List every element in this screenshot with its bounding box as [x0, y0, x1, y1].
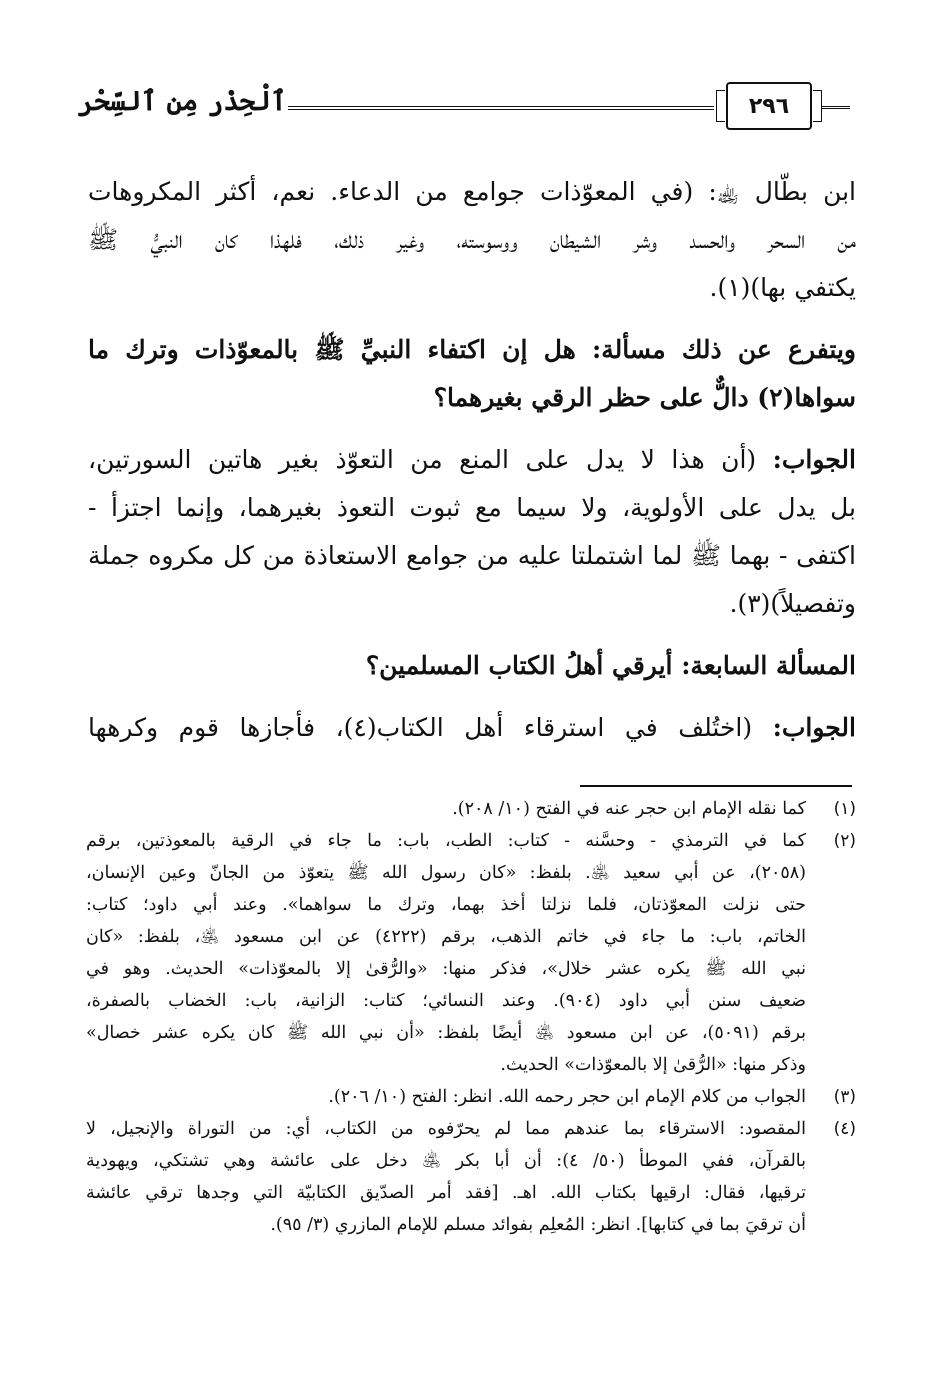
header-rule-left	[288, 106, 714, 110]
footnote-text	[86, 825, 806, 1081]
answer-label: الجواب:	[772, 713, 856, 742]
text-line: يكتفي بها)(١).	[709, 273, 856, 302]
text-line	[88, 704, 856, 752]
text-line: سواها(٢) دالٌّ على حظر الرقي بغيرهما؟	[433, 383, 856, 412]
footnote-number: (٤)	[833, 1119, 856, 1139]
text-line: بل يدل على الأولوية، ولا سيما مع ثبوت التعوذ بغيرهما، وإنما اجتزأ -	[88, 493, 856, 522]
header-rule-right	[822, 106, 850, 109]
footnote-line: كما نقله الإمام ابن حجر عنه في الفتح (١٠/ ٢٠٨).	[452, 799, 806, 819]
footnote-line: حتى نزلت المعوّذتان، فلما نزلتا أخذ بهما، وترك ما سواهما». وعند أبي داود؛ كتاب:	[86, 895, 806, 915]
footnote-text	[86, 793, 806, 825]
footnote-line: أن ترقيَ بما في كتابها]. انظر: المُعلِم بفوائد مسلم للإمام المازري (٣/ ٩٥).	[270, 1215, 806, 1235]
paragraph-1	[88, 168, 856, 312]
text-line: ويتفرع عن ذلك مسألة: هل إن اكتفاء النبيِّ ﷺ بالمعوّذات وترك ما	[88, 335, 856, 364]
footnote-line: وذكر منها: «الرُّقىٰ إلا بالمعوّذات» الحديث.	[500, 1055, 806, 1075]
footnote-line: الخاتم، باب: ما جاء في خاتم الذهب، برقم (٤٢٢٢) عن ابن مسعود ﵁، بلفظ: «كان	[86, 927, 806, 947]
footnote-2	[86, 825, 856, 1081]
footnote-line: بالقرآن، ففي الموطأ (٥٠/ ٤): أن أبا بكر ﵁ دخل على عائشة وهي تشتكي، ويهودية	[86, 1151, 806, 1171]
footnote-1	[86, 793, 856, 825]
footnote-number: (١)	[833, 799, 856, 819]
text-line	[88, 436, 856, 484]
footnote-4	[86, 1113, 856, 1241]
answer-paragraph	[88, 436, 856, 628]
text-line: ابن بطّال ﵀: (في المعوّذات جوامع من الدعاء. نعم، أكثر المكروهات	[88, 177, 856, 206]
answer-label: الجواب:	[772, 445, 856, 474]
page-number: ٢٩٦	[748, 93, 790, 119]
footnote-line: ترقيها، فقال: ارقيها بكتاب الله. اهـ. [فقد أمر الصدّيق الكتابيّة التي وجدها ترقي عائشة	[86, 1183, 806, 1203]
page-header	[78, 70, 850, 140]
footnote-line: ضعيف سنن أبي داود (٩٠٤). وعند النسائي؛ كتاب: الزانية، باب: الخضاب بالصفرة،	[86, 991, 806, 1011]
answer-text: (أن هذا لا يدل على المنع من التعوّذ بغير هاتين السورتين،	[88, 445, 757, 474]
footnote-line: نبي الله ﷺ يكره عشر خلال»، فذكر منها: «والرُّقىٰ إلا بالمعوّذات» الحديث. وهو في	[86, 959, 806, 979]
footnote-3	[86, 1081, 856, 1113]
book-title: ٱلْحِذْر مِن ٱلسِّحْر	[78, 86, 287, 117]
footnotes	[86, 793, 856, 1241]
footnote-line: (٢٠٥٨)، عن أبي سعيد ﵁. بلفظ: «كان رسول الله ﷺ يتعوّذ من الجانّ وعين الإنسان،	[86, 863, 806, 883]
answer-text: (اختُلف في استرقاء أهل الكتاب(٤)، فأجازها قوم وكرهها	[88, 713, 753, 742]
page-number-frame	[726, 82, 812, 130]
section-heading: المسألة السابعة: أيرقي أهلُ الكتاب المسلمين؟	[365, 651, 856, 680]
footnote-number: (٣)	[833, 1087, 856, 1107]
question-paragraph	[88, 326, 856, 422]
footnote-line: المقصود: الاسترقاء بما عندهم مما لم يحرّفوه من الكتاب، أي: من التوراة والإنجيل، لا	[86, 1119, 806, 1139]
footnote-text	[86, 1081, 806, 1113]
text-line: وتفصيلاً)(٣).	[729, 589, 856, 618]
footnote-line: برقم (٥٠٩١)، عن ابن مسعود ﵁ أيضًا بلفظ: «أن نبي الله ﷺ كان يكره عشر خصال»	[86, 1023, 806, 1043]
answer-paragraph-2	[88, 704, 856, 752]
footnote-line: الجواب من كلام الإمام ابن حجر رحمه الله. انظر: الفتح (١٠/ ٢٠٦).	[328, 1087, 806, 1107]
text-line: من السحر والحسد وشر الشيطان ووسوسته، وغير ذلك، فلهذا كان النبيُّ ﷺ	[88, 225, 856, 254]
footnote-text	[86, 1113, 806, 1241]
main-text	[88, 168, 856, 766]
footnote-line: كما في الترمذي - وحسَّنه - كتاب: الطب، باب: ما جاء في الرقية بالمعوذتين، برقم	[86, 831, 806, 851]
text-line: اكتفى - بهما ﷺ لما اشتملتا عليه من جوامع الاستعاذة من كل مكروه جملة	[88, 541, 856, 570]
footnote-number: (٢)	[833, 831, 856, 851]
footnote-separator	[580, 785, 852, 787]
